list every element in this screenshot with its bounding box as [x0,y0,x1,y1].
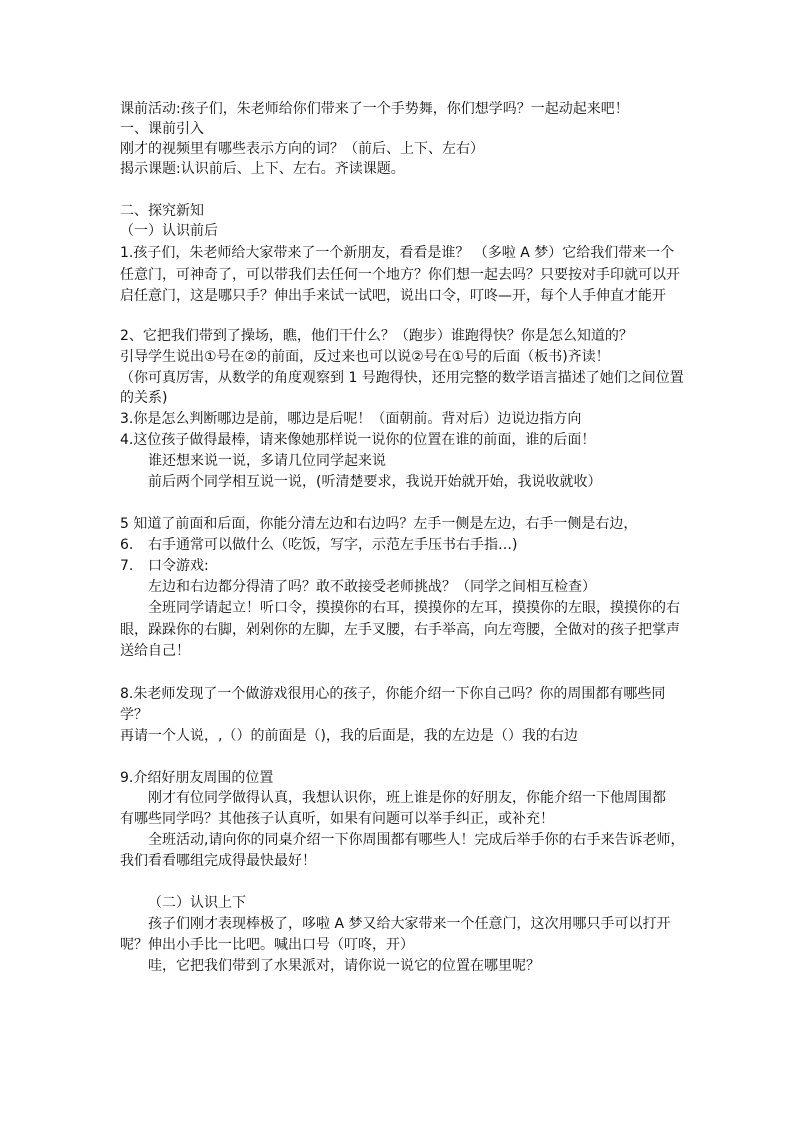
paragraph-line: 再请一个人说，,（）的前面是（)，我的后面是，我的左边是（）我的右边 [120,728,578,744]
paragraph-line: 刚才的视频里有哪些表示方向的词？（前后、上下、左右） [120,141,484,157]
paragraph-line: 眼，跺跺你的右脚，剁剁你的左脚，左手叉腰，右手举高，向左弯腰，全做对的孩子把掌声 [120,622,680,638]
paragraph-line: 3.你是怎么判断哪边是前，哪边是后呢！（面朝前。背对后）边说边指方向 [120,411,582,427]
paragraph-line: 1.孩子们，朱老师给大家带来了一个新朋友，看看是谁？ （多啦 A 梦）它给我们带来一个 [120,245,675,261]
paragraph-line: 呢？伸出小手比一比吧。喊出口号（叮咚，开） [120,937,414,953]
paragraph-line: 全班同学请起立！听口令，摸摸你的右耳，摸摸你的左耳，摸摸你的左眼，摸摸你的右 [148,600,680,616]
section-heading-intro: 一、课前引入 [120,121,204,137]
paragraph-line: 有哪些同学吗？其他孩子认真听，如果有问题可以举手纠正，或补充！ [120,811,554,827]
subsection-heading-front-back: （一）认识前后 [120,223,218,239]
paragraph-line: 刚才有位同学做得认真，我想认识你，班上谁是你的好朋友，你能介绍一下他周围都 [148,790,666,806]
paragraph-line: 前后两个同学相互说一说，(听清楚要求，我说开始就开始，我说收就收） [148,474,602,490]
paragraph-line: 的关系) [120,390,168,406]
numbered-item-7 [120,556,209,576]
item-text: 右手通常可以做什么（吃饭，写字，示范左手压书右手指…) [148,537,518,553]
paragraph-line: 我们看看哪组完成得最快最好！ [120,853,316,869]
paragraph-line: 送给自己！ [120,643,190,659]
paragraph-line: 左边和右边都分得清了吗？敢不敢接受老师挑战？（同学之间相互检查） [148,579,596,595]
paragraph-line: 5 知道了前面和后面，你能分清左边和右边吗？左手一侧是左边，右手一侧是右边， [120,516,638,532]
paragraph-line: 启任意门，这是哪只手？伸出手来试一试吧，说出口令，叮咚—开，每个人手伸直才能开 [120,288,666,304]
paragraph-line: 揭示课题:认识前后、上下、左右。齐读课题。 [120,161,405,177]
paragraph-line: 8.朱老师发现了一个做游戏很用心的孩子，你能介绍一下你自己吗？你的周围都有哪些同 [120,686,666,702]
paragraph-line: 4.这位孩子做得最棒，请来像她那样说一说你的位置在谁的前面，谁的后面！ [120,432,596,448]
item-text: 口令游戏: [148,558,209,574]
pre-class-activity: 课前活动:孩子们，朱老师给你们带来了一个手势舞，你们想学吗？一起动起来吧！ [120,101,629,117]
subsection-heading-up-down: （二）认识上下 [148,895,246,911]
paragraph-line: 引导学生说出①号在②的前面，反过来也可以说②号在①号的后面（板书)齐读！ [120,349,610,365]
paragraph-line: 学？ [120,707,148,723]
numbered-item-6 [120,535,517,555]
paragraph-line: 谁还想来说一说，多请几位同学起来说 [148,453,386,469]
section-heading-explore: 二、探究新知 [120,203,204,219]
item-number: 7. [120,558,134,574]
paragraph-line: 任意门，可神奇了，可以带我们去任何一个地方？你们想一起去吗？只要按对手印就可以开 [120,267,680,283]
paragraph-line: （你可真厉害，从数学的角度观察到 1 号跑得快，还用完整的数学语言描述了她们之间位置 [120,370,684,386]
paragraph-line: 全班活动,请向你的同桌介绍一下你周围都有哪些人！完成后举手你的右手来告诉老师， [148,832,685,848]
paragraph-line: 2、它把我们带到了操场，瞧，他们干什么？（跑步）谁跑得快？你是怎么知道的？ [120,328,633,344]
paragraph-line: 孩子们刚才表现棒极了，哆啦 A 梦又给大家带来一个任意门，这次用哪只手可以打开 [148,916,671,932]
item-number: 6. [120,537,134,553]
paragraph-line: 9.介绍好朋友周围的位置 [120,770,274,786]
paragraph-line: 哇，它把我们带到了水果派对，请你说一说它的位置在哪里呢？ [148,958,540,974]
